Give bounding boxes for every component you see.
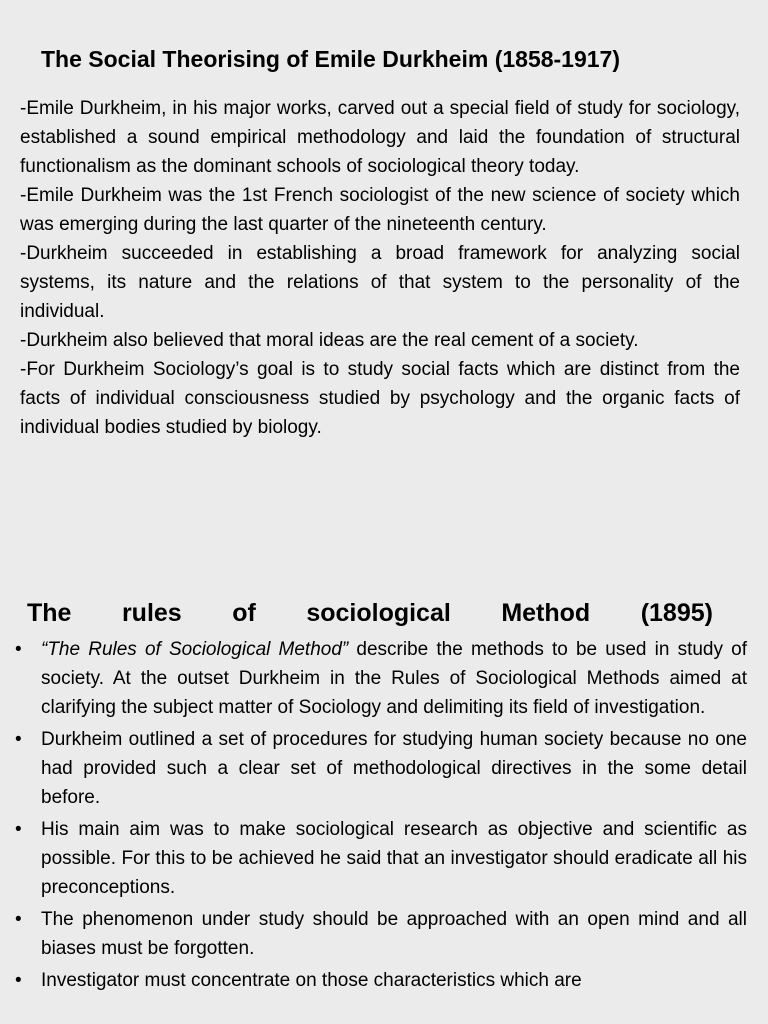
bullet-icon: • [15, 970, 22, 991]
heading-word: The [27, 599, 72, 627]
heading-word: rules [121, 599, 182, 627]
paragraph: -Durkheim succeeded in establishing a broad framework for analyzing social systems, its nature and the relations of that system to the personality of the individual. [20, 243, 740, 322]
bullet-list [15, 635, 748, 995]
list-item-text: The phenomenon under study should be approached with an open mind and all biases must be forgotten. [41, 909, 747, 959]
heading-word: of [232, 599, 256, 627]
list-item-text: Durkheim outlined a set of procedures for studying human society because no one had provided such a clear set of methodological directives in the some detail before. [41, 729, 747, 808]
rules-section [15, 597, 748, 998]
bullet-icon: • [15, 819, 22, 840]
paragraph: -Durkheim also believed that moral ideas are the real cement of a society. [20, 330, 639, 351]
bullet-icon: • [15, 729, 22, 750]
list-item [15, 725, 747, 812]
paragraph: -Emile Durkheim, in his major works, carved out a special field of study for sociology, established a sound empirical methodology and laid the foundation of structural functionalism as the dominant schools of sociological theory today. [20, 98, 740, 177]
heading-word: sociological [306, 599, 451, 627]
paragraph: -Emile Durkheim was the 1st French sociologist of the new science of society which was emerging during the last quarter of the nineteenth century. [20, 185, 740, 235]
list-item [15, 635, 748, 722]
heading-word: Method [501, 599, 591, 627]
list-item-text: His main aim was to make sociological research as objective and scientific as possible. For this to be achieved he said that an investigator should eradicate all his preconceptions. [41, 819, 747, 898]
list-item [15, 966, 747, 995]
intro-section [20, 44, 740, 442]
book-title: “The Rules of Sociological Method” [41, 639, 349, 660]
heading-word: (1895) [640, 599, 713, 627]
bullet-icon: • [15, 639, 22, 660]
page-title: The Social Theorising of Emile Durkheim (1858-1917) [41, 46, 621, 72]
bullet-icon: • [15, 909, 22, 930]
paragraph: -For Durkheim Sociology’s goal is to study social facts which are distinct from the facts of individual consciousness studied by psychology and the organic facts of individual bodies studied by biology. [20, 359, 740, 438]
list-item-text: Investigator must concentrate on those characteristics which are [41, 970, 582, 991]
list-item [15, 815, 747, 902]
list-item [15, 905, 747, 963]
section-heading [27, 597, 713, 629]
list-item-text: describe the methods to be used in study of society. At the outset Durkheim in the Rules of Sociological Methods aimed at clarifying the subject matter of Sociology and delimiting its field of investigation. [41, 639, 748, 718]
